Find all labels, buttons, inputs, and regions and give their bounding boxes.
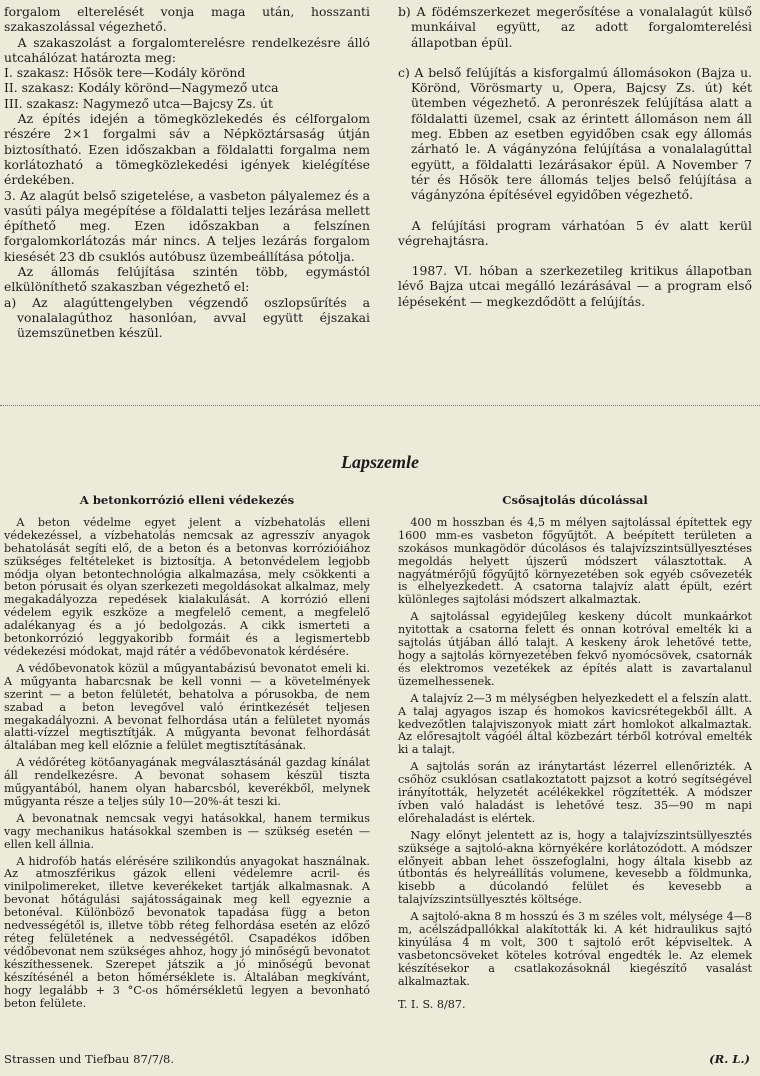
paragraph: A talajvíz 2—3 m mélységben helyezkedett el a felszín alatt. A talaj agyagos iszap és homokos kavicsrétegekből állt. A kedvezőtlen talajviszonyok miatt zárt homlokot alkalmaztak. Az előresajtolt vágóél által közbezárt térből kotróval emelték ki a talajt. xyxy=(398,691,752,757)
article-title: A betonkorrózió elleni védekezés xyxy=(79,493,295,507)
paragraph: A védőréteg kötőanyagának megválasztásánál gazdag kínálat áll rendelkezésre. A bevonat sohasem készül tiszta műgyantából, hanem olyan habarcsból, keverékből, melynek műgyanta része a teljes súly 10—20%-át teszi ki. xyxy=(4,756,370,808)
paragraph: b) A födémszerkezet megerősítése a vonalalagút külső munkáival együtt, az adott forgalomterelési állapotban épül. xyxy=(398,4,752,50)
article-betonkorrozio xyxy=(4,494,370,1010)
paragraph: A hidrofób hatás elérésére szilikondús anyagokat használnak. Az atmoszférikus gázok elleni védelemre acril- és vinilpolimereket, illetve keverékeket tartják alkalmasnak. A bevonat hőtágulási sajátosságainak meg kell egyeznie a betonéval. Különböző bevonatok tapadása függ a beton nedvességétől is, illetve több réteg felhordása esetén az előző réteg felületének a nedvességétől. Csapadékos időben védőbevonat nem szükséges ahhoz, hogy jó minőségű bevonatot készíthessenek. Szerepet játszik a jó minőségű bevonat készítésénél a beton hőmérséklete is. Általában megkívánt, hogy legalább + 3 °C-os hőmérsékletű legyen a bevonható beton felülete. xyxy=(4,854,370,1010)
paragraph: A sajtolás során az iránytartást lézerrel ellenőrizték. A csőhöz csuklósan csatlakoztatott pajzsot a kotró segítségével irányították, helyzetét acélékekkel rögzítették. A módszer ívben való haladást is lehetővé tesz. 35—90 m napi előrehaladást is elértek. xyxy=(398,760,752,825)
section-list-item: II. szakasz: Kodály körönd—Nagymező utca xyxy=(4,80,279,96)
author-initials: (R. L.) xyxy=(709,1052,750,1066)
paragraph: 400 m hosszban és 4,5 m mélyen sajtolással építettek egy 1600 mm-es vasbeton főgyűjtőt. A beépített területen a szokásos munkagödör dúcolásos és talajvízszintsüllyesztéses megoldás helyett újszerű módszert választottak. A nagyátmérőjű főgyűjtő környezetében sok egyéb csővezeték is elhelyezkedett. A csatorna talajvíz alatt épült, ezért különleges sajtolási módszert alkalmaztak. xyxy=(398,515,752,607)
paragraph: c) A belső felújítás a kisforgalmú állomásokon (Bajza u. Körönd, Vörösmarty u, Opera, Bajcsy Zs. út) két ütemben végezhető. A peronrészek felújítása alatt a földalatti üzemel, csak az érintett állomáson nem áll meg. Ebben az esetben egyidőben csak egy állomás zárható le. A vágányzóna felújítása a vonalalagúttal együtt, a földalatti lezárásakor épül. A November 7 tér és Hősök tere állomás teljes belső felújítása a vágányzóna építésével egyidőben végezhető. xyxy=(398,64,752,203)
section-title: Lapszemle xyxy=(341,452,419,472)
section-divider xyxy=(0,405,760,406)
paragraph: Az építés idején a tömegközlekedés és célforgalom részére 2×1 forgalmi sáv a Népköztársaság útján biztosítható. Ezen időszakban a földalatti forgalma nem korlátozható a tömegközlekedési igények kielégítése érdekében. xyxy=(4,111,370,188)
paragraph: 3. Az alagút belső szigetelése, a vasbeton pályalemez és a vasúti pálya megépítése a földalatti teljes lezárása mellett építhető meg. Ezen időszakban a felszínen forgalomkorlátozás már nincs. A teljes lezárás forgalom kiesését 23 db csuklós autóbusz üzembeállítása pótolja. xyxy=(4,187,370,264)
article-csosajtolas xyxy=(398,494,752,1012)
section-list-item: I. szakasz: Hősök tere—Kodály körönd xyxy=(4,65,246,81)
section-list-item: III. szakasz: Nagymező utca—Bajcsy Zs. út xyxy=(4,95,273,111)
paragraph: Nagy előnyt jelentett az is, hogy a talajvízszintsüllyesztés szüksége a sajtoló-akna környékére korlátozódott. A módszer előnyeit abban lehet összefoglalni, hogy általa kisebb az útbontás és helyreállítás volumene, kevesebb a földmunka, kisebb a dúcolandó felület és kevesebb a talajvízszintsüllyesztés költsége. xyxy=(398,828,752,907)
paragraph: A bevonatnak nemcsak vegyi hatásokkal, hanem termikus vagy mechanikus hatásokkal szemben is — szükség esetén — ellen kell állnia. xyxy=(4,811,370,851)
top-left-column xyxy=(4,4,370,341)
paragraph: A sajtolással egyidejűleg keskeny dúcolt munkaárkot nyitottak a csatorna felett és onnan kotróval emelték ki a sajtolás útjában álló talajt. A keskeny árok lehetővé tette, hogy a sajtolás környezetében fekvő nyomócsövek, csatornák és elektromos vezetékek az építés alatt is zavartalanul üzemelhessenek. xyxy=(398,610,752,688)
paragraph: Az állomás felújítása szintén több, egymástól elkülöníthető szakaszban végezhető el: xyxy=(4,264,370,295)
paragraph: A sajtoló-akna 8 m hosszú és 3 m széles volt, mélysége 4—8 m, acélszádpallókkal alakították ki. A két hidraulikus sajtó kinyúlása 4 m volt, 300 t sajtoló erőt képviseltek. A vasbetoncsöveket köteles kotróval engedték le. Az elemek készítésekor a csatlakozásoknál kiegészítő vasalást alkalmaztak. xyxy=(398,910,752,988)
paragraph: A szakaszolást a forgalomterelésre rendelkezésre álló utcahálózat határozta meg: xyxy=(4,34,370,65)
article-source: T. I. S. 8/87. xyxy=(398,997,466,1011)
article-title: Csősajtolás dúcolással xyxy=(502,493,648,507)
paragraph: forgalom elterelését vonja maga után, hosszanti szakaszolással végezhető. xyxy=(4,4,370,35)
paragraph: A védőbevonatok közül a műgyantabázisú bevonatot emeli ki. A műgyanta habarcsnak be kell vonni — a követelmények szerint — a beton felületét, behatolva a pórusokba, de nem szabad a beton levegővel való érintkezését teljesen megakadályozni. A bevonat felhordása után a felületet nyomás alatti-vízzel megtisztítják. A műgyanta bevonat felhordását általában meg kell előznie a felület megtisztításának. xyxy=(4,661,370,753)
paragraph: A beton védelme egyet jelent a vízbehatolás elleni védekezéssel, a vízbehatolás nemcsak az agresszív anyagok behatolását segíti elő, de a beton és a betonvas korrózióiához szükséges feltételeket is biztosítja. A betonvédelem legjobb módja olyan betontechnológia alkalmazása, mely csökkenti a beton pórusait és olyan szerkezeti megoldásokat alkalmaz, mely megakadályozza repedések kialakulását. A korrózió elleni védelem egyik eszköze a megfelelő cement, a megfelelő adalékanyag és a jó bedolgozás. A cikk ismerteti a betonkorrózió leggyakoribb formáit és a legismertebb védekezési módokat, majd rátér a védőbevonatok kérdésére. xyxy=(4,515,370,658)
paragraph: 1987. VI. hóban a szerkezetileg kritikus állapotban lévő Bajza utcai megálló lezárásával — a program első lépéseként — megkezdődött a felújítás. xyxy=(398,263,752,309)
paragraph: a) Az alagúttengelyben végzendő oszlopsűrítés a vonalalagúthoz hasonlóan, avval együtt éjszakai üzemszünetben készül. xyxy=(4,294,370,341)
top-right-column xyxy=(398,4,752,309)
paragraph: A felújítási program várhatóan 5 év alatt kerül végrehajtásra. xyxy=(398,217,752,248)
article-source: Strassen und Tiefbau 87/7/8. xyxy=(4,1052,175,1066)
